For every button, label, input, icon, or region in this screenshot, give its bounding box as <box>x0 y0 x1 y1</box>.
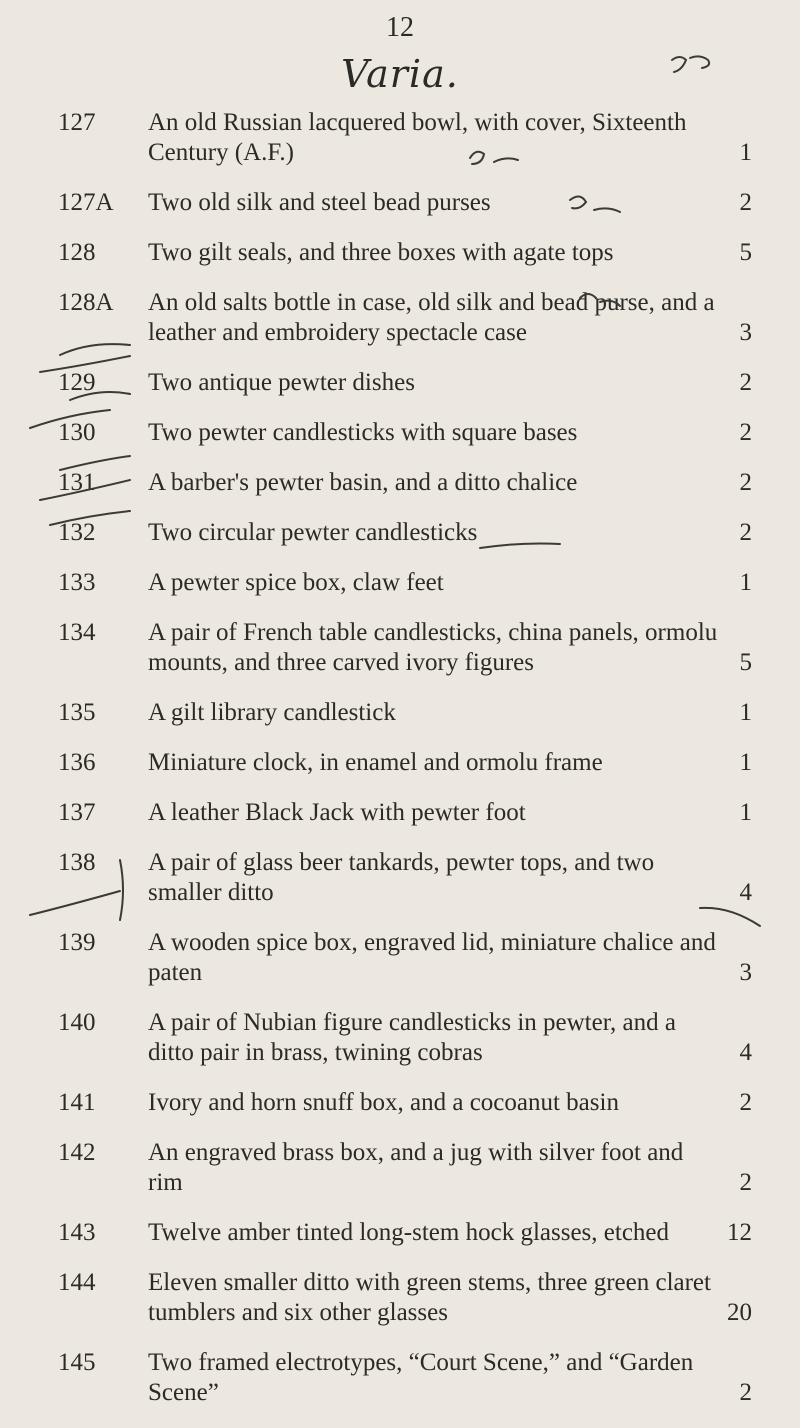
lot-number: 127 <box>58 109 96 136</box>
lot-entry <box>0 698 800 728</box>
lot-number: 128 <box>58 239 96 266</box>
lot-entry <box>0 418 800 448</box>
lot-number: 144 <box>58 1269 96 1296</box>
lot-entry <box>0 618 800 678</box>
lot-description: Miniature clock, in enamel and ormolu frame <box>148 749 603 776</box>
lot-quantity: 1 <box>739 569 752 596</box>
lot-quantity: 5 <box>739 649 752 676</box>
section-title: Varia. <box>341 52 459 96</box>
lot-description: A pair of glass beer tankards, pewter tops, and two smaller ditto <box>148 849 655 906</box>
lot-number: 140 <box>58 1009 96 1036</box>
lot-quantity: 1 <box>739 139 752 166</box>
lot-number: 129 <box>58 369 96 396</box>
lot-description: Twelve amber tinted long-stem hock glasses, etched <box>148 1219 670 1246</box>
lot-number: 131 <box>58 469 96 496</box>
lot-description: A leather Black Jack with pewter foot <box>148 799 526 826</box>
lot-entry <box>0 368 800 398</box>
lot-description: Two gilt seals, and three boxes with agate tops <box>148 239 614 266</box>
lot-quantity: 1 <box>739 749 752 776</box>
lot-number: 141 <box>58 1089 96 1116</box>
lot-entry <box>0 748 800 778</box>
lot-description: A pair of Nubian figure candlesticks in pewter, and a ditto pair in brass, twining cobras <box>148 1009 676 1066</box>
lot-quantity: 5 <box>739 239 752 266</box>
lot-number: 132 <box>58 519 96 546</box>
lot-description: Two antique pewter dishes <box>148 369 415 396</box>
lot-number: 139 <box>58 929 96 956</box>
lot-quantity: 2 <box>739 1379 752 1406</box>
lot-quantity: 2 <box>739 189 752 216</box>
lot-entry <box>0 848 800 908</box>
lot-description: A wooden spice box, engraved lid, miniature chalice and paten <box>148 929 716 986</box>
lot-description: A pair of French table candlesticks, china panels, ormolu mounts, and three carved ivory figures <box>148 619 718 676</box>
lot-entry <box>0 288 800 348</box>
lot-quantity: 4 <box>739 1039 752 1066</box>
lot-description: Eleven smaller ditto with green stems, three green claret tumblers and six other glasses <box>148 1269 711 1326</box>
lot-quantity: 1 <box>739 699 752 726</box>
lot-entry <box>0 518 800 548</box>
lot-description: A pewter spice box, claw feet <box>148 569 444 596</box>
lot-description: Two framed electrotypes, “Court Scene,” and “Garden Scene” <box>148 1349 694 1406</box>
lot-number: 130 <box>58 419 96 446</box>
lot-entry <box>0 568 800 598</box>
lot-number: 143 <box>58 1219 96 1246</box>
lot-quantity: 2 <box>739 369 752 396</box>
lot-entry <box>0 238 800 268</box>
lot-number: 137 <box>58 799 96 826</box>
page-number: 12 <box>386 12 414 43</box>
lot-quantity: 2 <box>739 469 752 496</box>
lot-number: 133 <box>58 569 96 596</box>
lot-description: An engraved brass box, and a jug with silver foot and rim <box>148 1139 684 1196</box>
lot-description: An old Russian lacquered bowl, with cover, Sixteenth Century (A.F.) <box>148 109 687 166</box>
lot-entry <box>0 1008 800 1068</box>
lot-description: Ivory and horn snuff box, and a cocoanut basin <box>148 1089 619 1116</box>
lot-entry <box>0 1348 800 1408</box>
lot-description: An old salts bottle in case, old silk and bead purse, and a leather and embroidery spectacle case <box>148 289 715 346</box>
lot-number: 136 <box>58 749 96 776</box>
lot-number: 142 <box>58 1139 96 1166</box>
lot-quantity: 4 <box>739 879 752 906</box>
lot-entry <box>0 798 800 828</box>
lot-quantity: 2 <box>739 1169 752 1196</box>
lot-description: Two old silk and steel bead purses <box>148 189 491 216</box>
lot-quantity: 12 <box>727 1219 752 1246</box>
lot-entry <box>0 1218 800 1248</box>
lot-description: A gilt library candlestick <box>148 699 396 726</box>
lot-entry <box>0 188 800 218</box>
lot-description: Two circular pewter candlesticks <box>148 519 478 546</box>
lot-entry <box>0 1138 800 1198</box>
lot-quantity: 3 <box>739 959 752 986</box>
lot-number: 138 <box>58 849 96 876</box>
lot-list <box>0 108 800 1428</box>
lot-description: Two pewter candlesticks with square bases <box>148 419 578 446</box>
lot-entry <box>0 108 800 168</box>
lot-number: 127A <box>58 189 114 216</box>
lot-quantity: 2 <box>739 419 752 446</box>
lot-number: 128A <box>58 289 114 316</box>
lot-quantity: 2 <box>739 1089 752 1116</box>
lot-entry <box>0 468 800 498</box>
lot-number: 135 <box>58 699 96 726</box>
lot-quantity: 20 <box>727 1299 752 1326</box>
lot-number: 134 <box>58 619 96 646</box>
lot-description: A barber's pewter basin, and a ditto chalice <box>148 469 578 496</box>
lot-entry <box>0 1088 800 1118</box>
lot-entry <box>0 928 800 988</box>
lot-quantity: 2 <box>739 519 752 546</box>
lot-quantity: 3 <box>739 319 752 346</box>
lot-entry <box>0 1268 800 1328</box>
lot-quantity: 1 <box>739 799 752 826</box>
lot-number: 145 <box>58 1349 96 1376</box>
